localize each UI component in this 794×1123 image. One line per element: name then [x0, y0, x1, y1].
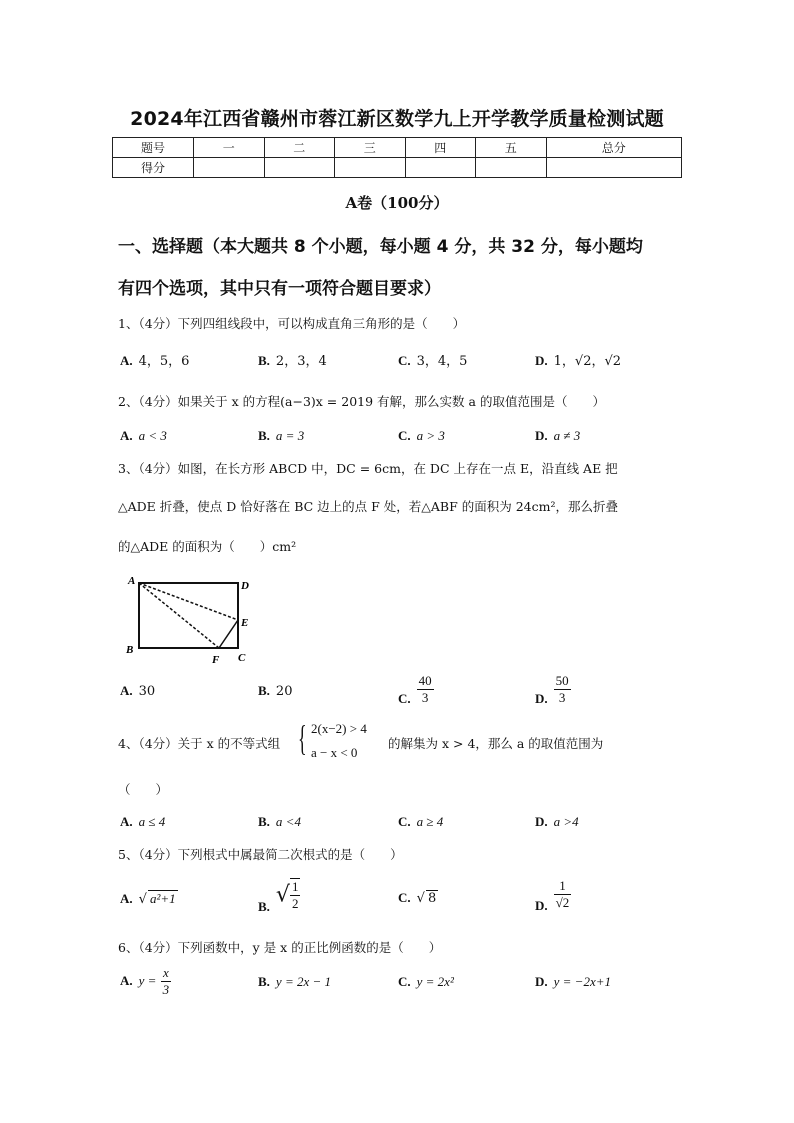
option-a[interactable]: A. a ≤ 4 [120, 814, 166, 829]
answer-paren: （ ） [118, 782, 169, 797]
part-heading-line1: 一、选择题（本大题共 8 个小题，每小题 4 分，共 32 分，每小题均 [118, 237, 643, 257]
question-stem: 1、（4分）下列四组线段中，可以构成直角三角形的是（ ） [118, 316, 466, 331]
score-cell[interactable] [335, 158, 406, 178]
option-c[interactable]: C. 3，4，5 [398, 353, 468, 369]
option-c[interactable]: C. a ≥ 4 [398, 814, 444, 829]
question-stem: 2、（4分）如果关于 x 的方程(a−3)x = 2019 有解，那么实数 a 的取值范围是（ ） [118, 394, 605, 409]
question-stem-post: 的解集为 x > 4，那么 a 的取值范围为 [388, 736, 604, 751]
table-row [113, 158, 682, 178]
fold-line-ae [139, 583, 238, 620]
option-c[interactable]: C. $\frac{40}{3}$ [398, 673, 432, 706]
label-d: D [241, 580, 249, 592]
question-stem-line2: △ADE 折叠，使点 D 恰好落在 BC 边上的点 F 处，若△ABF 的面积为 24cm²，那么折叠 [118, 499, 618, 514]
score-cell[interactable] [476, 158, 547, 178]
option-b[interactable]: B. a = 3 [258, 428, 305, 443]
score-header-cell: 题号 [113, 138, 194, 158]
option-a[interactable]: A. √ a²+1 [120, 891, 176, 907]
question-stem: 5、（4分）下列根式中属最简二次根式的是（ ） [118, 847, 403, 862]
option-c[interactable]: C. y = 2x² [398, 974, 454, 989]
option-d[interactable]: D. $\frac{50}{3}$ [535, 673, 569, 706]
fold-line-af [139, 583, 219, 648]
option-b[interactable]: B. 20 [258, 683, 293, 699]
score-cell[interactable] [546, 158, 682, 178]
option-b[interactable]: B. y = 2x − 1 [258, 974, 332, 989]
question-stem: 6、（4分）下列函数中，y 是 x 的正比例函数的是（ ） [118, 940, 442, 955]
segment-fe [219, 620, 238, 648]
option-d[interactable]: D. y = −2x+1 [535, 974, 611, 989]
option-c[interactable]: C. a > 3 [398, 428, 445, 443]
score-header-cell: 二 [264, 138, 335, 158]
option-d[interactable]: D. a >4 [535, 814, 579, 829]
option-a[interactable]: A. y = $\frac{x}{3}$ [120, 965, 170, 997]
option-a[interactable]: A. 4，5，6 [120, 353, 190, 369]
score-cell[interactable] [194, 158, 265, 178]
question-stem-line3: 的△ADE 的面积为（ ）cm² [118, 539, 297, 554]
score-header-cell: 四 [405, 138, 476, 158]
score-header-cell: 一 [194, 138, 265, 158]
brace-glyph: { [298, 718, 307, 758]
label-b: B [126, 644, 134, 656]
score-header-cell: 三 [335, 138, 406, 158]
option-b[interactable]: B. a <4 [258, 814, 301, 829]
option-b[interactable]: B. 2，3，4 [258, 353, 327, 369]
section-heading: A卷（100分） [345, 194, 449, 212]
option-c[interactable]: C. √ 8 [398, 890, 437, 906]
option-d[interactable]: D. a ≠ 3 [535, 428, 581, 443]
option-b[interactable]: B. √ $\frac{1}{2}$ [258, 879, 299, 914]
score-cell[interactable] [264, 158, 335, 178]
option-a[interactable]: A. 30 [120, 683, 156, 699]
system-line2: a − x < 0 [311, 745, 358, 760]
option-d[interactable]: D. $\frac{1}{√2}$ [535, 878, 570, 913]
question-stem-pre: 4、（4分）关于 x 的不等式组 [118, 736, 281, 751]
question-stem-line1: 3、（4分）如图，在长方形 ABCD 中，DC = 6cm，在 DC 上存在一点 E，沿直线 AE 把 [118, 461, 618, 476]
score-header-cell: 总分 [546, 138, 682, 158]
score-cell[interactable] [405, 158, 476, 178]
label-e: E [241, 617, 249, 629]
rectangle-figure [122, 572, 254, 668]
table-row [113, 138, 682, 158]
option-a[interactable]: A. a < 3 [120, 428, 167, 443]
part-heading-line2: 有四个选项，其中只有一项符合题目要求） [118, 279, 441, 299]
label-a: A [128, 575, 136, 587]
label-c: C [238, 652, 246, 664]
label-f: F [212, 654, 220, 666]
score-row-label: 得分 [113, 158, 194, 178]
score-header-cell: 五 [476, 138, 547, 158]
system-line1: 2(x−2) > 4 [311, 721, 367, 736]
score-table [112, 137, 682, 178]
page-title: 2024年江西省赣州市蓉江新区数学九上开学教学质量检测试题 [130, 108, 664, 130]
option-d[interactable]: D. 1，√2，√2 [535, 353, 622, 369]
